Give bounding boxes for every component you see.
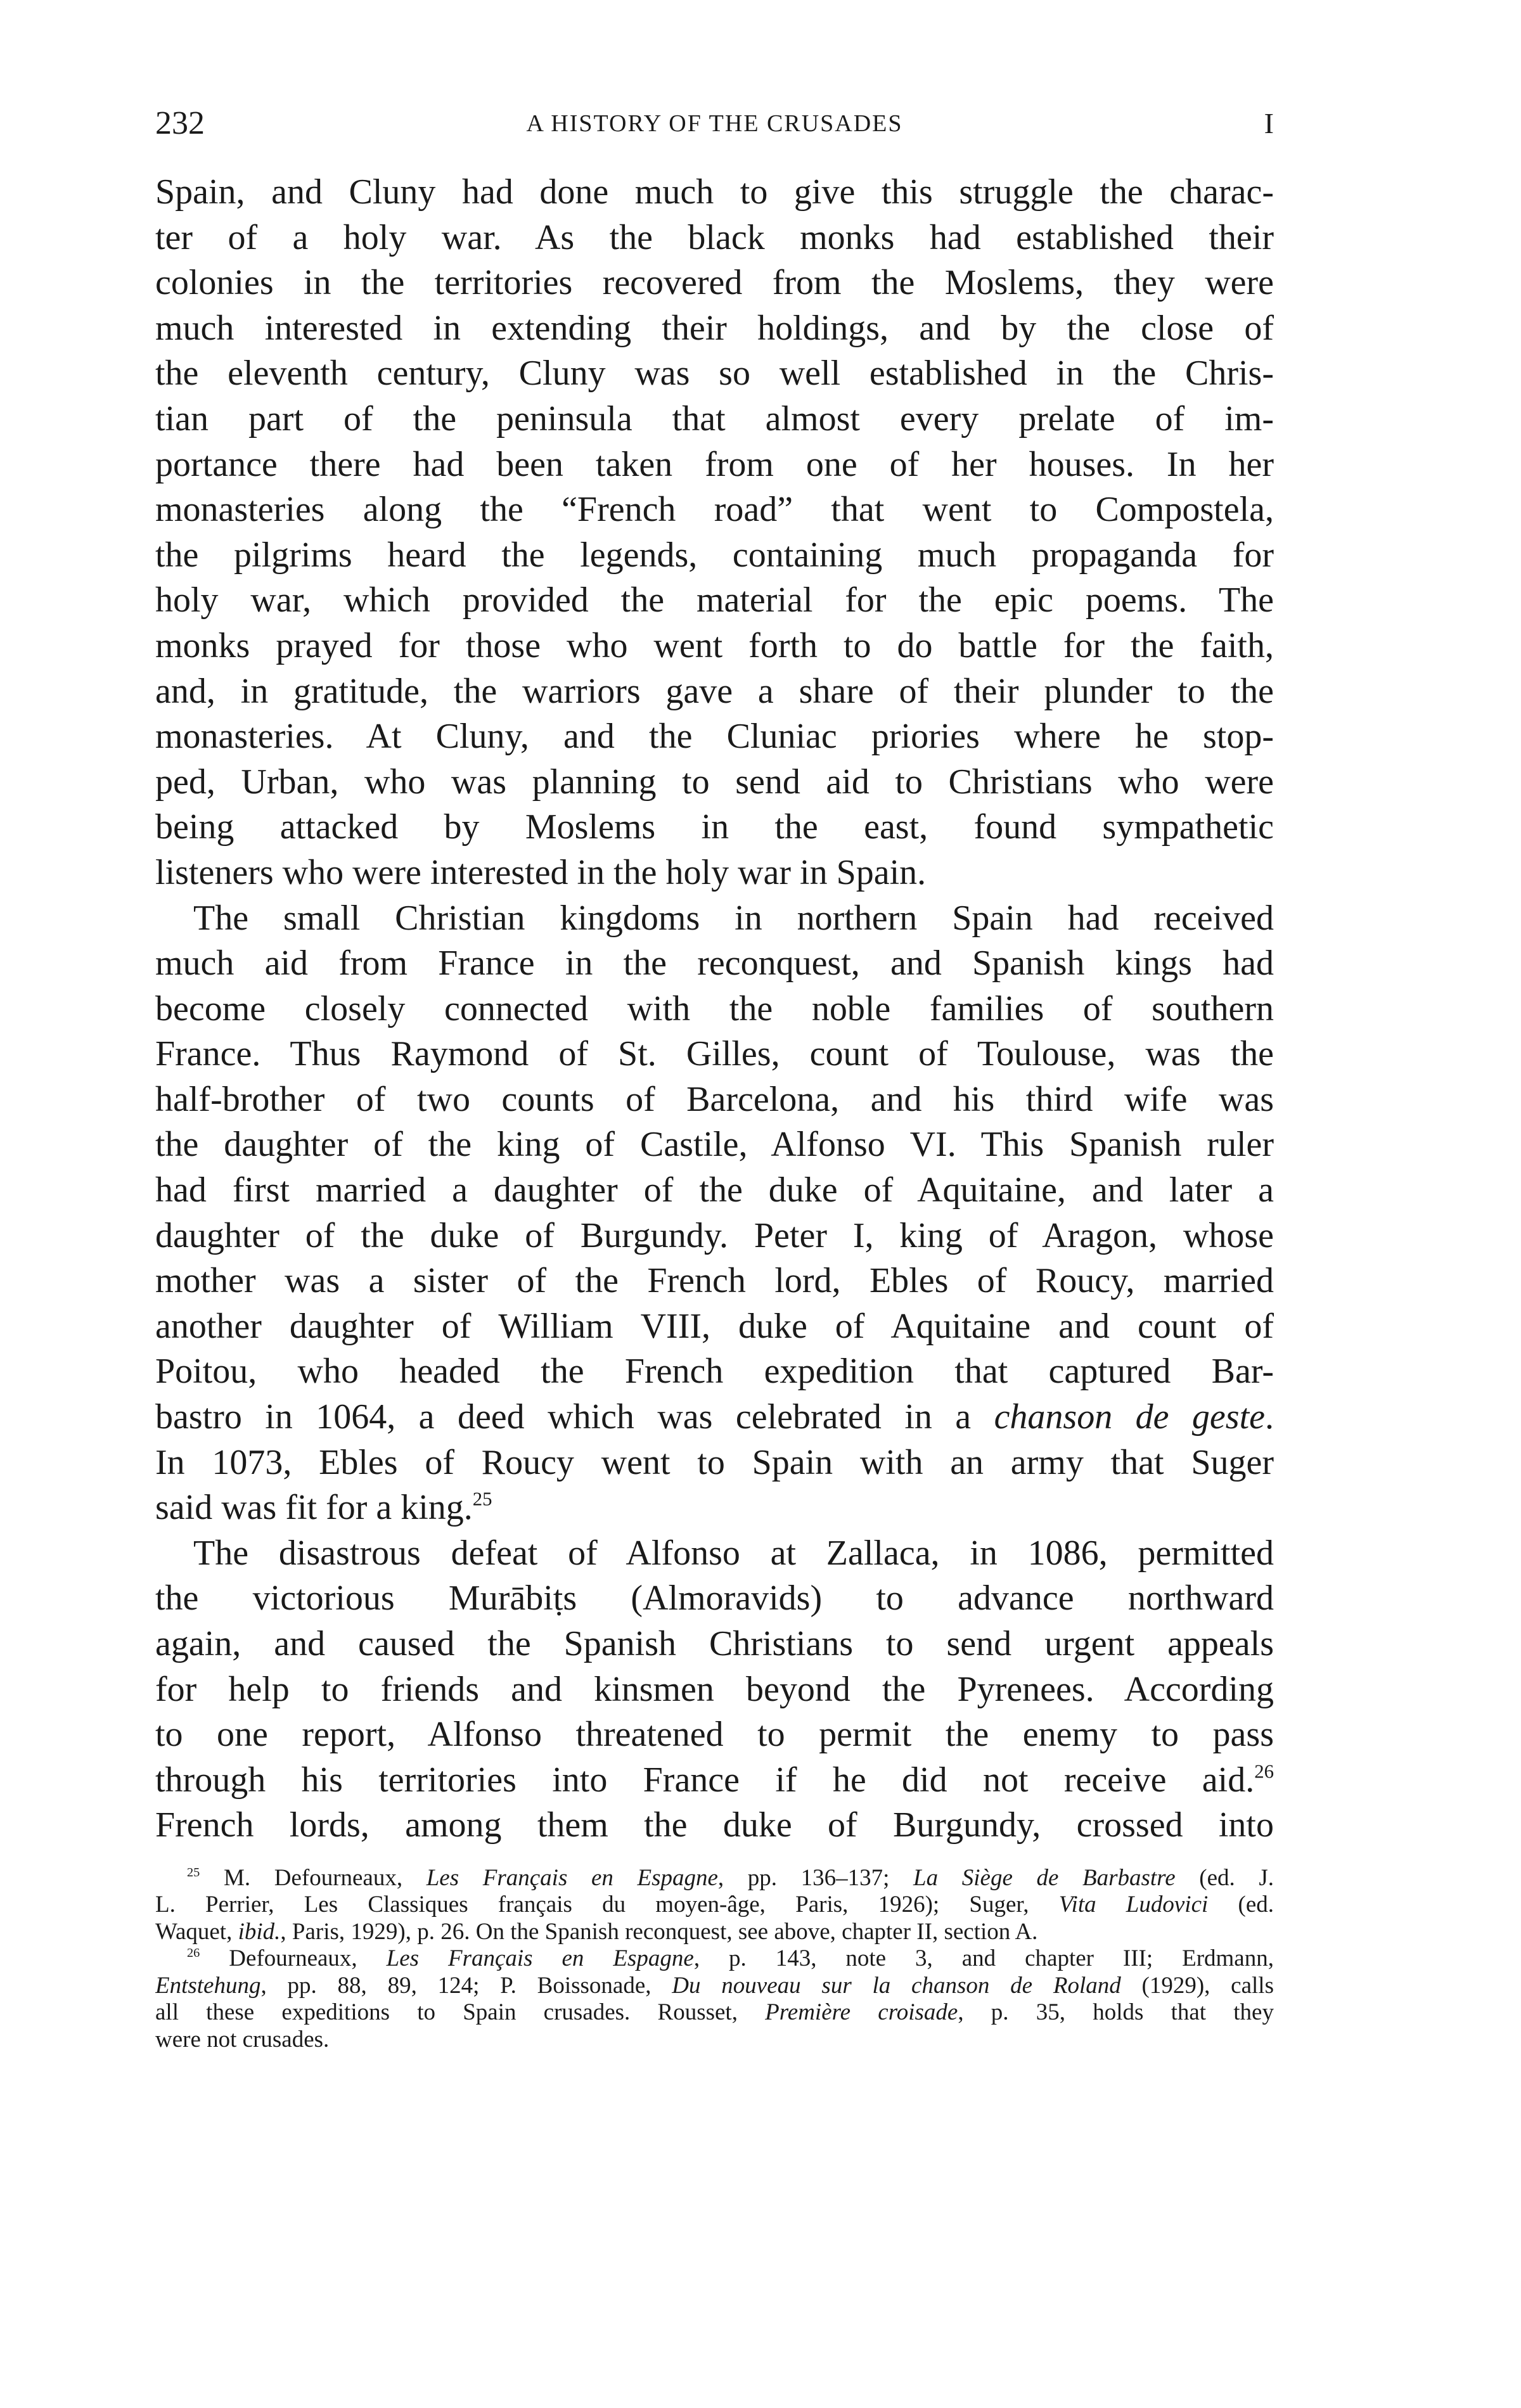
text-line: half-brother of two counts of Barcelona, and his third wife was xyxy=(155,1079,1274,1119)
text-line xyxy=(155,1395,1274,1440)
text-segment: bastro in 1064, a deed which was celebrated in a xyxy=(155,1397,972,1437)
text-segment: , Paris, 1929), p. 26. On the Spanish reconquest, see above, chapter II, section A. xyxy=(280,1918,1038,1945)
paragraph-2 xyxy=(155,896,1274,1531)
text-line: monasteries. At Cluny, and the Cluniac priories where he stop- xyxy=(155,717,1274,757)
text-line: for help to friends and kinsmen beyond the Pyrenees. According xyxy=(155,1669,1274,1709)
text-line: the pilgrims heard the legends, containing much propaganda for xyxy=(155,535,1274,575)
text-line: and, in gratitude, the warriors gave a share of their plunder to the xyxy=(155,671,1274,711)
footnote-number: 25 xyxy=(187,1865,200,1880)
footnote-ref: 26 xyxy=(1254,1760,1274,1783)
footnote-line xyxy=(155,1919,1274,1946)
text-segment: (ed. xyxy=(1208,1892,1274,1918)
page-number: 232 xyxy=(155,105,205,141)
text-segment: . xyxy=(1264,1397,1274,1437)
text-line: again, and caused the Spanish Christians to send urgent appeals xyxy=(155,1624,1274,1663)
text-line xyxy=(155,1485,1274,1531)
footnotes xyxy=(155,1865,1274,2054)
text-segment: all these expeditions to Spain crusades. Rousset, xyxy=(155,1999,766,2026)
italic-title: Du nouveau sur la chanson de Roland xyxy=(672,1972,1121,1999)
text-line: the daughter of the king of Castile, Alfonso VI. This Spanish ruler xyxy=(155,1125,1274,1165)
footnote-25 xyxy=(155,1865,1274,1892)
text-segment: (1929), calls xyxy=(1120,1972,1274,1999)
text-line: the victorious Murābiṭs (Almoravids) to advance northward xyxy=(155,1579,1274,1618)
italic-title: ibid. xyxy=(238,1918,281,1945)
text-segment: (ed. J. xyxy=(1175,1864,1274,1891)
text-line: The disastrous defeat of Alfonso at Zallaca, in 1086, permitted xyxy=(193,1533,1274,1573)
text-line: daughter of the duke of Burgundy. Peter I, king of Aragon, whose xyxy=(155,1215,1274,1255)
part-number: I xyxy=(1264,107,1274,139)
text-line: French lords, among them the duke of Burgundy, crossed into xyxy=(155,1805,1274,1845)
footnote-line xyxy=(155,1973,1274,2000)
text-line: ter of a holy war. As the black monks had established their xyxy=(155,217,1274,257)
italic-title: chanson de geste xyxy=(994,1397,1265,1437)
text-segment: , p. 143, note 3, and chapter III; Erdmann, xyxy=(693,1945,1274,1972)
text-line: The small Christian kingdoms in northern Spain had received xyxy=(193,898,1274,938)
italic-title: Les Français en Espagne xyxy=(386,1945,694,1972)
text-line: mother was a sister of the French lord, Ebles of Roucy, married xyxy=(155,1261,1274,1301)
text-line: being attacked by Moslems in the east, found sympathetic xyxy=(155,807,1274,847)
text-line: monasteries along the “French road” that went to Compostela, xyxy=(155,490,1274,530)
text-line: much interested in extending their holdings, and by the close of xyxy=(155,308,1274,348)
text-line: another daughter of William VIII, duke of Aquitaine and count of xyxy=(155,1306,1274,1346)
text-line: the eleventh century, Cluny was so well established in the Chris- xyxy=(155,354,1274,394)
italic-title: Entstehung xyxy=(155,1972,261,1999)
running-title: A HISTORY OF THE CRUSADES xyxy=(526,110,903,137)
footnote-line xyxy=(155,1999,1274,2027)
text-line: become closely connected with the noble families of southern xyxy=(155,989,1274,1028)
text-line: holy war, which provided the material for the epic poems. The xyxy=(155,580,1274,620)
text-line: monks prayed for those who went forth to do battle for the faith, xyxy=(155,625,1274,665)
italic-title: Les Français en Espagne xyxy=(426,1864,718,1891)
text-line: had first married a daughter of the duke of Aquitaine, and later a xyxy=(155,1170,1274,1210)
text-segment: , p. 35, holds that they xyxy=(958,1999,1274,2026)
running-head xyxy=(155,101,1274,146)
text-segment: said was fit for a king. xyxy=(155,1488,473,1528)
text-line: to one report, Alfonso threatened to permit the enemy to pass xyxy=(155,1715,1274,1755)
text-line xyxy=(155,1758,1274,1803)
italic-title: Première croisade xyxy=(765,1999,958,2026)
text-line: Poitou, who headed the French expedition that captured Bar- xyxy=(155,1352,1274,1392)
italic-title: La Siège de Barbastre xyxy=(913,1864,1176,1891)
paragraph-3 xyxy=(155,1531,1274,1848)
footnote-ref: 25 xyxy=(472,1488,492,1510)
footnote-26 xyxy=(155,1945,1274,1973)
footnote-line: were not crusades. xyxy=(155,2026,330,2053)
text-line: In 1073, Ebles of Roucy went to Spain with an army that Suger xyxy=(155,1442,1274,1482)
footnote-number: 26 xyxy=(187,1946,200,1961)
body-text xyxy=(155,170,1274,1848)
book-page xyxy=(155,101,1274,2053)
italic-title: Vita Ludovici xyxy=(1058,1892,1209,1918)
text-segment: through his territories into France if he did not receive aid. xyxy=(155,1760,1255,1800)
text-line: ped, Urban, who was planning to send aid to Christians who were xyxy=(155,762,1274,802)
text-segment: Defourneaux, xyxy=(229,1945,387,1972)
paragraph-1 xyxy=(155,170,1274,896)
text-segment: , pp. 88, 89, 124; P. Boissonade, xyxy=(260,1972,672,1999)
text-line: portance there had been taken from one of her houses. In her xyxy=(155,444,1274,484)
text-line: Spain, and Cluny had done much to give this struggle the charac- xyxy=(155,172,1274,212)
footnote-line xyxy=(155,1892,1274,1919)
text-line: France. Thus Raymond of St. Gilles, count of Toulouse, was the xyxy=(155,1034,1274,1074)
text-line: much aid from France in the reconquest, and Spanish kings had xyxy=(155,944,1274,983)
text-line: tian part of the peninsula that almost every prelate of im- xyxy=(155,399,1274,439)
text-segment: Waquet, xyxy=(155,1918,238,1945)
text-line: colonies in the territories recovered from the Moslems, they were xyxy=(155,263,1274,303)
text-segment: L. Perrier, Les Classiques français du moyen-âge, Paris, 1926); Suger, xyxy=(155,1892,1059,1918)
text-segment: , pp. 136–137; xyxy=(717,1864,914,1891)
text-line: listeners who were interested in the holy war in Spain. xyxy=(155,852,927,892)
text-segment: M. Defourneaux, xyxy=(223,1864,427,1891)
